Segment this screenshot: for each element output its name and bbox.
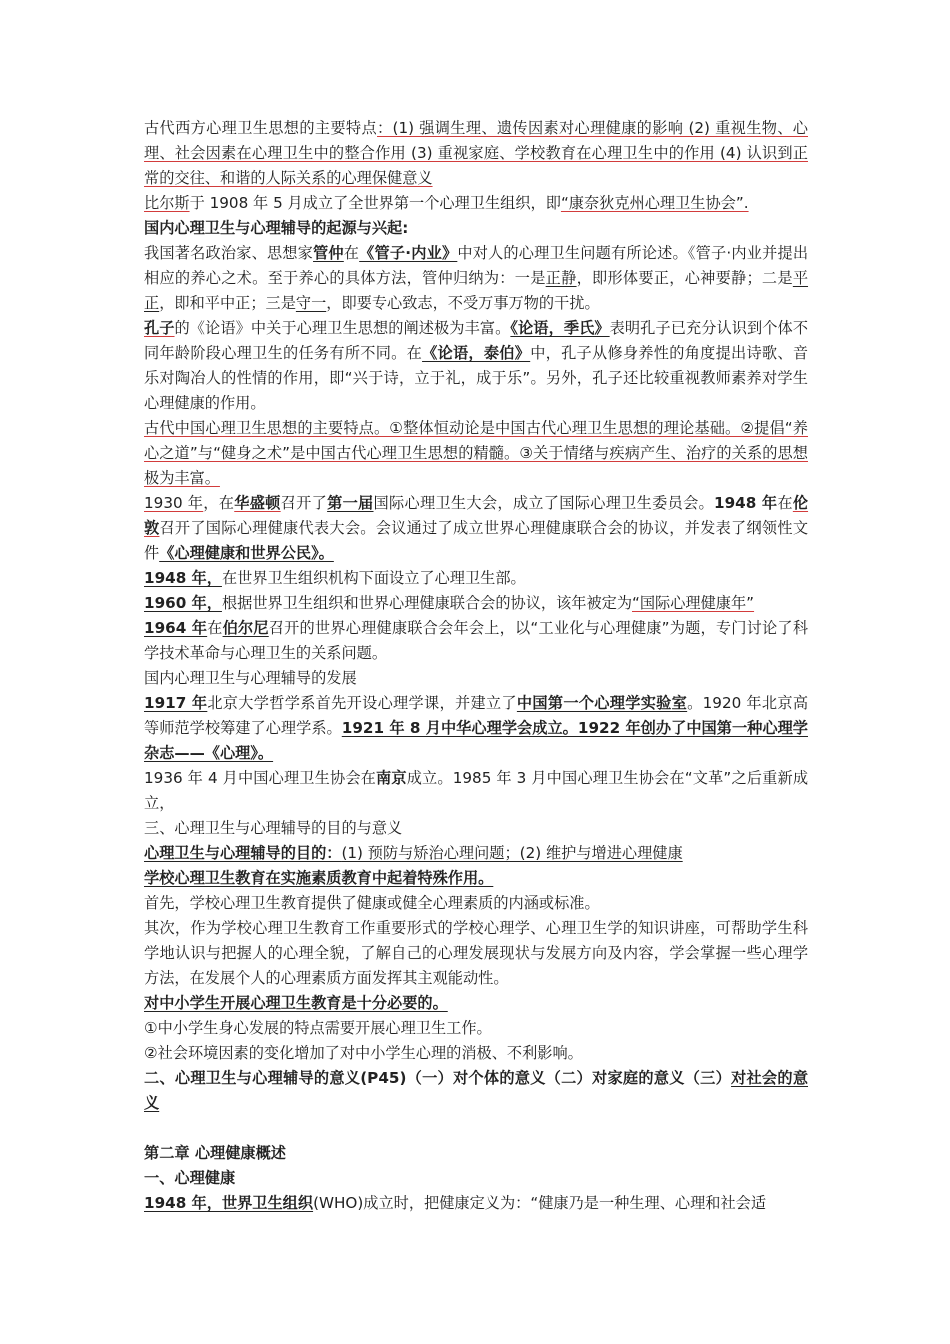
chapter-2-title: 第二章 心理健康概述 — [144, 1144, 286, 1162]
mental-health-year: “国际心理健康年” — [632, 594, 755, 612]
paragraph-second: 其次，作为学校心理卫生教育工作重要形式的学校心理学、心理卫生学的知识讲座，可帮助学生科学地认识与把握人的心理全貌，了解自己的心理发展现状与发展方向及内容，学会掌握一些心理学方法，在发展个人的心理素质方面发挥其主观能动性。 — [144, 919, 808, 987]
beers-text: 于 1908 年 5 月成立了全世界第一个心理卫生组织，即 — [189, 194, 561, 212]
p1936-text-a: 1936 年 4 月中国心理卫生协会在 — [144, 769, 377, 787]
necessity-text: 对中小学生开展心理卫生教育是十分必要的。 — [144, 994, 448, 1012]
confucius-name: 孔子 — [144, 319, 175, 337]
who-definition-text: (WHO)成立时，把健康定义为：“健康乃是一种生理、心理和社会适 — [313, 1194, 767, 1212]
year-1948-london: 1948 年 — [714, 494, 778, 512]
year-1948: 1948 年， — [144, 569, 222, 587]
p1960-text: 根据世界卫生组织和世界心理健康联合会的协议，该年被定为 — [221, 594, 632, 612]
confucius-text-b: 的《论语》中关于心理卫生思想的阐述极为丰富。 — [174, 319, 511, 337]
section-mental-health: 一、心理健康 — [144, 1169, 236, 1187]
paragraph-1917 — [144, 691, 808, 766]
p1964-text-b: 在 — [207, 619, 223, 637]
paragraph-necessity — [144, 991, 808, 1016]
washington: 华盛顿 — [234, 494, 281, 512]
significance-text: 二、心理卫生与心理辅导的意义(P45)（一）对个体的意义（二）对家庭的意义（三） — [144, 1069, 732, 1087]
mental-health-world-citizenship: 《心理健康和世界公民》。 — [159, 544, 334, 562]
school-role-text: 学校心理卫生教育在实施素质教育中起着特殊作用。 — [144, 869, 494, 887]
p1964-text-d: 召开的世界心理健康联合会年会上，以“工业化与心理健康”为题，专门讨论了科学技术革命与心理卫生的关系问题。 — [144, 619, 809, 662]
year-1960: 1960 年， — [144, 594, 222, 612]
western-features-lead: 古代西方心理卫生思想的主要特点 — [144, 119, 377, 137]
who-1948: 1948 年，世界卫生组织 — [144, 1194, 314, 1212]
paragraph-purpose — [144, 841, 808, 866]
p1917-text-b: 北京大学哲学系首先开设心理学课，并建立了 — [207, 694, 517, 712]
paragraph-school-role — [144, 866, 808, 891]
year-1964: 1964 年 — [144, 619, 208, 637]
paragraph-1936 — [144, 766, 808, 816]
guanzhong-text-e: 中对人的心理卫生问题有所论述。《管子·内业并提出相应的养心之术。至于养心的具体方法，管仲归纳为：一是 — [144, 244, 809, 287]
p1930-text-d: 召开了 — [280, 494, 328, 512]
year-1930: 1930 年 — [144, 494, 204, 512]
psychology-society-1921: 1921 年 8 月中华心理学会成立。1922 年创办了中国第一种心理学杂志——《心理》。 — [144, 719, 808, 762]
p1936-text-c: 成立。1985 年 3 月中国心理卫生协会在“文革”之后重新成立， — [144, 769, 809, 812]
purpose-label: 心理卫生与心理辅导的目的： — [144, 844, 342, 862]
p1930-text-h: 在 — [777, 494, 793, 512]
western-features-list: ：(1) 强调生理、遗传因素对心理健康的影响 (2) 重视生物、心理、社会因素在心理卫生中的整合作用 (3) 重视家庭、学校教育在心理卫生中的作用 (4) 认识到正常的交往、和谐的人际关系的心理保健意义 — [144, 119, 808, 187]
p1930-text-f: 国际心理卫生大会，成立了国际心理卫生委员会。 — [373, 494, 715, 512]
p1917-text-d: 。1920 年北京高等师范学校筹建了心理学系。 — [144, 694, 809, 737]
guanzhong-text-a: 我国著名政治家、思想家 — [144, 244, 314, 262]
lunyu-jishi: 《论语，季氏》 — [510, 319, 610, 337]
guanzhong-text-i: ，即和平中正；三是 — [159, 294, 296, 312]
social-significance: 对社会的意义 — [144, 1069, 809, 1112]
paragraph-beers — [144, 191, 808, 216]
paragraph-first: 首先，学校心理卫生教育提供了健康或健全心理素质的内涵或标准。 — [144, 894, 600, 912]
nanjing: 南京 — [376, 769, 407, 787]
paragraph-reason-2: ②社会环境因素的变化增加了对中小学生心理的消极、不利影响。 — [144, 1044, 583, 1062]
connecticut-society: “康奈狄克州心理卫生协会”. — [560, 194, 749, 212]
first-psychology-lab: 中国第一个心理学实验室 — [516, 694, 688, 712]
paragraph-reason-1: ①中小学生身心发展的特点需要开展心理卫生工作。 — [144, 1019, 492, 1037]
paragraph-1960 — [144, 591, 808, 616]
guanzi-neiye: 《管子·内业》 — [359, 244, 458, 262]
term-shouyi: 守一 — [295, 294, 327, 312]
guanzhong-text-c: 在 — [343, 244, 360, 262]
paragraph-confucius — [144, 316, 808, 416]
paragraph-1948 — [144, 566, 808, 591]
heading-domestic-origin: 国内心理卫生与心理辅导的起源与兴起: — [144, 219, 409, 237]
beers-name: 比尔斯 — [144, 194, 190, 212]
lunyu-taibo: 《论语，泰伯》 — [422, 344, 531, 362]
heading-domestic-development: 国内心理卫生与心理辅导的发展 — [144, 669, 357, 687]
paragraph-who-1948 — [144, 1191, 808, 1216]
chinese-features-text: 古代中国心理卫生思想的主要特点。①整体恒动论是中国古代心理卫生思想的理论基础。②提倡“养心之道”与“健身之术”是中国古代心理卫生思想的精髓。③关于情绪与疾病产生、治疗的关系的思想极为丰富。 — [144, 419, 808, 487]
bern: 伯尔尼 — [222, 619, 269, 637]
guanzhong-text-g: ，即形体要正，心神要静；二是 — [576, 269, 793, 287]
paragraph-western-features — [144, 116, 808, 191]
paragraph-1930 — [144, 491, 808, 566]
paragraph-significance — [144, 1066, 808, 1116]
blank-line — [144, 1116, 808, 1141]
heading-purpose-significance: 三、心理卫生与心理辅导的目的与意义 — [144, 819, 403, 837]
paragraph-guanzhong — [144, 241, 808, 316]
year-1917: 1917 年 — [144, 694, 208, 712]
first-session: 第一届 — [327, 494, 374, 512]
p1948-text: 在世界卫生组织机构下面设立了心理卫生部。 — [221, 569, 526, 587]
term-zhengjing: 正静 — [545, 269, 577, 287]
paragraph-1964 — [144, 616, 808, 666]
purpose-items: (1) 预防与矫治心理问题；(2) 维护与增进心理健康 — [341, 844, 683, 862]
london: 伦敦 — [144, 494, 809, 537]
confucius-text-f: 中，孔子从修身养性的角度提出诗歌、音乐对陶冶人的性情的作用，即“兴于诗，立于礼，成于乐”。另外，孔子还比较重视教师素养对学生心理健康的作用。 — [144, 344, 809, 412]
p1930-text-b: ，在 — [203, 494, 235, 512]
document-body — [144, 116, 808, 1216]
guanzhong-name: 管仲 — [313, 244, 344, 262]
term-pingzheng: 平正 — [144, 269, 809, 312]
paragraph-chinese-features — [144, 416, 808, 491]
guanzhong-text-k: ，即要专心致志，不受万事万物的干扰。 — [326, 294, 600, 312]
confucius-text-d: 表明孔子已充分认识到个体不同年龄阶段心理卫生的任务有所不同。在 — [144, 319, 809, 362]
p1930-text-j: 召开了国际心理健康代表大会。会议通过了成立世界心理健康联合会的协议，并发表了纲领性文件 — [144, 519, 809, 562]
